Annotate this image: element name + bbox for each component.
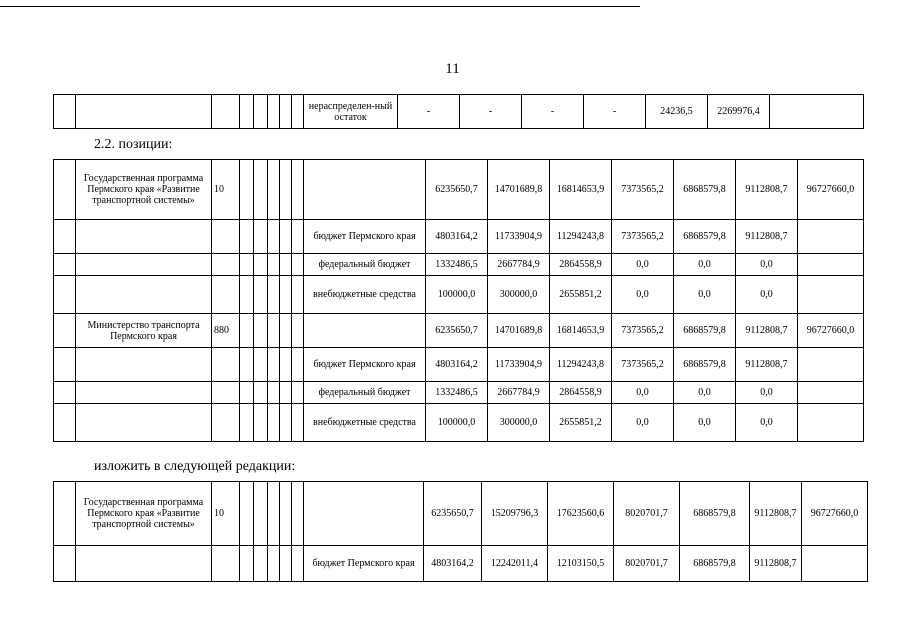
- cell-blank: [240, 404, 254, 442]
- cell-value: 1332486,5: [426, 254, 488, 276]
- cell-value: 9112808,7: [736, 348, 798, 382]
- cell-value: 6235650,7: [426, 314, 488, 348]
- cell-blank: [292, 160, 304, 220]
- cell-blank: [268, 546, 280, 582]
- cell-blank: [292, 348, 304, 382]
- cell-value: 15209796,3: [482, 482, 548, 546]
- cell-blank: [268, 220, 280, 254]
- cell-index: [54, 276, 76, 314]
- cell-name: [76, 546, 212, 582]
- cell-value: -: [398, 95, 460, 129]
- top-rule: [0, 6, 640, 7]
- cell-code: [212, 404, 240, 442]
- cell-value: [802, 546, 868, 582]
- cell-blank: [280, 220, 292, 254]
- cell-value: 12242011,4: [482, 546, 548, 582]
- cell-value: 100000,0: [426, 276, 488, 314]
- table-row: [54, 95, 864, 129]
- cell-value: 0,0: [674, 382, 736, 404]
- cell-value: 1332486,5: [426, 382, 488, 404]
- cell-value: 11294243,8: [550, 220, 612, 254]
- cell-blank: [292, 220, 304, 254]
- cell-blank: [240, 382, 254, 404]
- cell-value: 7373565,2: [612, 160, 674, 220]
- cell-name: [76, 348, 212, 382]
- cell-blank: [280, 314, 292, 348]
- cell-value: [798, 254, 864, 276]
- cell-value: 2269976,4: [708, 95, 770, 129]
- cell-value: 0,0: [674, 254, 736, 276]
- cell-value: [798, 220, 864, 254]
- cell-blank: [240, 482, 254, 546]
- cell-value: 8020701,7: [614, 546, 680, 582]
- section-heading: 2.2. позиции:: [94, 137, 173, 152]
- cell-blank: [268, 160, 280, 220]
- cell-name: [76, 220, 212, 254]
- cell-blank: [254, 95, 268, 129]
- cell-value: 2655851,2: [550, 404, 612, 442]
- cell-code: [212, 348, 240, 382]
- cell-value: 300000,0: [488, 404, 550, 442]
- cell-value: 4803164,2: [424, 546, 482, 582]
- table-row: [54, 482, 868, 546]
- cell-index: [54, 95, 76, 129]
- cell-blank: [268, 404, 280, 442]
- cell-value: [798, 404, 864, 442]
- cell-source-label: [304, 160, 426, 220]
- cell-index: [54, 348, 76, 382]
- cell-value: 0,0: [736, 276, 798, 314]
- cell-value: 0,0: [736, 254, 798, 276]
- edit-heading: изложить в следующей редакции:: [94, 459, 296, 474]
- cell-value: 6868579,8: [674, 348, 736, 382]
- cell-value: 9112808,7: [750, 546, 802, 582]
- cell-blank: [280, 404, 292, 442]
- cell-name: Государственная программа Пермского края «Развитие транспортной системы»: [76, 160, 212, 220]
- cell-value: 8020701,7: [614, 482, 680, 546]
- cell-source-label: нераспределен-ный остаток: [304, 95, 398, 129]
- cell-value: 14701689,8: [488, 160, 550, 220]
- cell-blank: [292, 314, 304, 348]
- cell-value: 300000,0: [488, 276, 550, 314]
- cell-code: [212, 276, 240, 314]
- table-row: [54, 546, 868, 582]
- cell-blank: [240, 348, 254, 382]
- cell-value: 6235650,7: [426, 160, 488, 220]
- cell-value: 11733904,9: [488, 348, 550, 382]
- cell-name: [76, 404, 212, 442]
- cell-value: 6868579,8: [674, 220, 736, 254]
- cell-name: [76, 254, 212, 276]
- cell-index: [54, 254, 76, 276]
- cell-value: 6868579,8: [680, 482, 750, 546]
- cell-code: [212, 95, 240, 129]
- cell-blank: [292, 254, 304, 276]
- cell-name: Министерство транспорта Пермского края: [76, 314, 212, 348]
- cell-blank: [254, 160, 268, 220]
- cell-value: 7373565,2: [612, 314, 674, 348]
- cell-value: [798, 276, 864, 314]
- cell-value: 2667784,9: [488, 254, 550, 276]
- cell-value: 16814653,9: [550, 314, 612, 348]
- cell-blank: [240, 546, 254, 582]
- cell-value: 96727660,0: [798, 160, 864, 220]
- cell-value: -: [522, 95, 584, 129]
- cell-blank: [254, 276, 268, 314]
- cell-value: 6868579,8: [674, 160, 736, 220]
- cell-value: 0,0: [612, 254, 674, 276]
- cell-value: 0,0: [612, 404, 674, 442]
- cell-blank: [292, 95, 304, 129]
- cell-name: [76, 382, 212, 404]
- cell-index: [54, 546, 76, 582]
- cell-name: Государственная программа Пермского края «Развитие транспортной системы»: [76, 482, 212, 546]
- cell-value: 0,0: [612, 382, 674, 404]
- cell-value: 24236,5: [646, 95, 708, 129]
- cell-blank: [280, 482, 292, 546]
- cell-value: [770, 95, 864, 129]
- cell-blank: [254, 314, 268, 348]
- cell-value: 100000,0: [426, 404, 488, 442]
- cell-value: 7373565,2: [612, 220, 674, 254]
- cell-source-label: федеральный бюджет: [304, 254, 426, 276]
- cell-source-label: [304, 314, 426, 348]
- cell-value: 96727660,0: [802, 482, 868, 546]
- cell-blank: [268, 314, 280, 348]
- cell-code: [212, 382, 240, 404]
- cell-value: 6868579,8: [674, 314, 736, 348]
- cell-value: 2655851,2: [550, 276, 612, 314]
- table-new-redaction: [53, 481, 868, 582]
- cell-value: 0,0: [674, 276, 736, 314]
- cell-value: -: [584, 95, 646, 129]
- cell-value: 6868579,8: [680, 546, 750, 582]
- cell-blank: [254, 254, 268, 276]
- cell-value: 96727660,0: [798, 314, 864, 348]
- cell-blank: [268, 95, 280, 129]
- cell-blank: [268, 276, 280, 314]
- cell-blank: [240, 254, 254, 276]
- cell-index: [54, 382, 76, 404]
- cell-index: [54, 314, 76, 348]
- cell-source-label: федеральный бюджет: [304, 382, 426, 404]
- cell-blank: [292, 482, 304, 546]
- cell-index: [54, 482, 76, 546]
- cell-blank: [280, 546, 292, 582]
- cell-blank: [268, 348, 280, 382]
- cell-code: [212, 254, 240, 276]
- cell-blank: [254, 482, 268, 546]
- cell-value: 2864558,9: [550, 382, 612, 404]
- cell-blank: [254, 546, 268, 582]
- cell-value: 0,0: [736, 404, 798, 442]
- cell-blank: [240, 220, 254, 254]
- cell-code: 880: [212, 314, 240, 348]
- cell-value: 11294243,8: [550, 348, 612, 382]
- table-top: [53, 94, 864, 129]
- cell-blank: [280, 95, 292, 129]
- cell-blank: [254, 348, 268, 382]
- cell-value: 9112808,7: [736, 160, 798, 220]
- cell-blank: [240, 95, 254, 129]
- cell-value: 0,0: [736, 382, 798, 404]
- cell-name: [76, 276, 212, 314]
- table-row: [54, 276, 864, 314]
- cell-blank: [292, 276, 304, 314]
- cell-blank: [254, 220, 268, 254]
- cell-blank: [268, 482, 280, 546]
- cell-value: 14701689,8: [488, 314, 550, 348]
- cell-blank: [240, 314, 254, 348]
- cell-value: 4803164,2: [426, 220, 488, 254]
- cell-blank: [254, 382, 268, 404]
- cell-value: 7373565,2: [612, 348, 674, 382]
- table-row: [54, 382, 864, 404]
- cell-value: -: [460, 95, 522, 129]
- table-row: [54, 404, 864, 442]
- table-row: [54, 254, 864, 276]
- cell-blank: [280, 382, 292, 404]
- cell-blank: [254, 404, 268, 442]
- cell-value: [798, 348, 864, 382]
- cell-source-label: бюджет Пермского края: [304, 546, 424, 582]
- cell-source-label: внебюджетные средства: [304, 404, 426, 442]
- cell-code: 10: [212, 160, 240, 220]
- cell-value: 17623560,6: [548, 482, 614, 546]
- cell-code: 10: [212, 482, 240, 546]
- table-row: [54, 348, 864, 382]
- cell-value: 0,0: [612, 276, 674, 314]
- cell-blank: [268, 254, 280, 276]
- cell-code: [212, 546, 240, 582]
- table-row: [54, 314, 864, 348]
- cell-code: [212, 220, 240, 254]
- cell-source-label: бюджет Пермского края: [304, 348, 426, 382]
- cell-blank: [292, 404, 304, 442]
- cell-value: 12103150,5: [548, 546, 614, 582]
- page-number: 11: [445, 61, 460, 77]
- cell-blank: [240, 276, 254, 314]
- cell-value: 9112808,7: [750, 482, 802, 546]
- cell-blank: [280, 348, 292, 382]
- cell-value: 6235650,7: [424, 482, 482, 546]
- cell-index: [54, 220, 76, 254]
- cell-source-label: бюджет Пермского края: [304, 220, 426, 254]
- cell-value: 0,0: [674, 404, 736, 442]
- cell-source-label: [304, 482, 424, 546]
- cell-value: 9112808,7: [736, 314, 798, 348]
- cell-blank: [292, 546, 304, 582]
- table-old-positions: [53, 159, 864, 442]
- table-row: [54, 220, 864, 254]
- cell-blank: [280, 160, 292, 220]
- cell-blank: [240, 160, 254, 220]
- cell-value: 16814653,9: [550, 160, 612, 220]
- cell-index: [54, 404, 76, 442]
- cell-blank: [268, 382, 280, 404]
- cell-value: 2667784,9: [488, 382, 550, 404]
- cell-source-label: внебюджетные средства: [304, 276, 426, 314]
- cell-blank: [280, 254, 292, 276]
- cell-value: 9112808,7: [736, 220, 798, 254]
- cell-index: [54, 160, 76, 220]
- cell-value: [798, 382, 864, 404]
- cell-value: 4803164,2: [426, 348, 488, 382]
- cell-value: 2864558,9: [550, 254, 612, 276]
- cell-name: [76, 95, 212, 129]
- cell-blank: [280, 276, 292, 314]
- table-row: [54, 160, 864, 220]
- cell-blank: [292, 382, 304, 404]
- cell-value: 11733904,9: [488, 220, 550, 254]
